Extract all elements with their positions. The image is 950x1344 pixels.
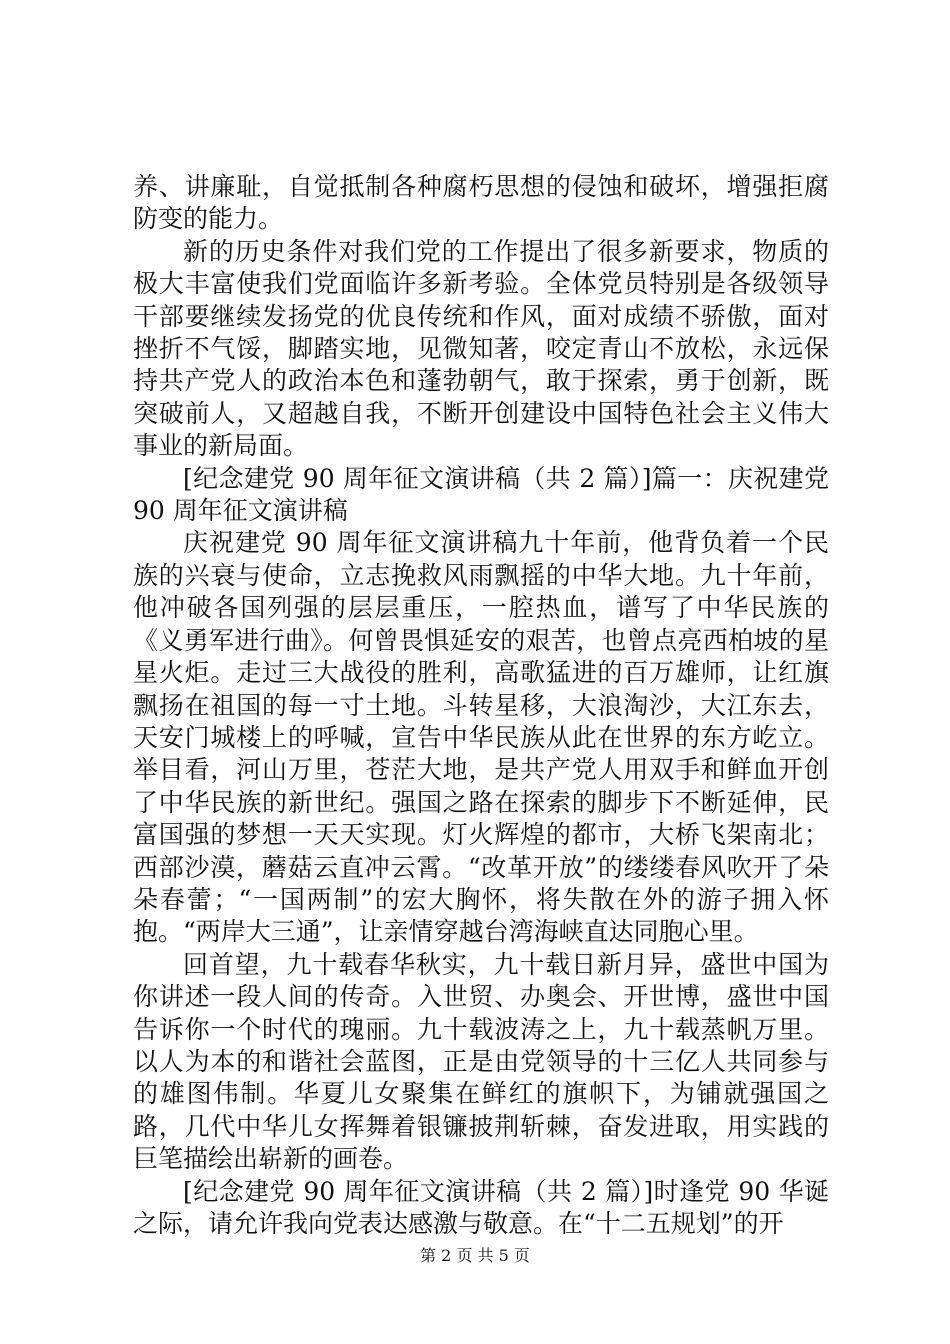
document-body bbox=[133, 171, 829, 1240]
paragraph: 新的历史条件对我们党的工作提出了很多新要求，物质的极大丰富使我们党面临许多新考验。全体党员特别是各级领导干部要继续发扬党的优良传统和作风，面对成绩不骄傲，面对挫折不气馁，脚踏实地，见微知著，咬定青山不放松，永远保持共产党人的政治本色和蓬勃朝气，敢于探索，勇于创新，既突破前人，又超越自我，不断开创建设中国特色社会主义伟大事业的新局面。 bbox=[133, 236, 829, 461]
paragraph: 回首望，九十载春华秋实，九十载日新月异，盛世中国为你讲述一段人间的传奇。入世贸、办奥会、开世博，盛世中国告诉你一个时代的瑰丽。九十载波涛之上，九十载蒸帆万里。以人为本的和谐社会蓝图，正是由党领导的十三亿人共同参与的雄图伟制。华夏儿女聚集在鲜红的旗帜下，为铺就强国之路，几代中华儿女挥舞着银镰披荆斩棘，奋发进取，用实践的巨笔描绘出崭新的画卷。 bbox=[133, 949, 829, 1174]
section-heading: [纪念建党 90 周年征文演讲稿（共 2 篇）]篇一：庆祝建党 90 周年征文演讲稿 bbox=[133, 463, 829, 526]
page-number-footer: 第 2 页 共 5 页 bbox=[420, 1246, 530, 1265]
paragraph: [纪念建党 90 周年征文演讲稿（共 2 篇）]时逢党 90 华诞之际，请允许我向党表达感激与敬意。在“十二五规划”的开 bbox=[133, 1176, 829, 1238]
paragraph: 庆祝建党 90 周年征文演讲稿九十年前，他背负着一个民族的兴衰与使命，立志挽救风雨飘摇的中华大地。九十年前，他冲破各国列强的层层重压，一腔热血，谱写了中华民族的《义勇军进行曲》。何曾畏惧延安的艰苦，也曾点亮西柏坡的星星火炬。走过三大战役的胜利，高歌猛进的百万雄师，让红旗飘扬在祖国的每一寸土地。斗转星移，大浪淘沙，大江东去，天安门城楼上的呼喊，宣告中华民族从此在世界的东方屹立。举目看，河山万里，苍茫大地，是共产党人用双手和鲜血开创了中华民族的新世纪。强国之路在探索的脚步下不断延伸，民富国强的梦想一天天实现。灯火辉煌的都市，大桥飞架南北；西部沙漠，蘑菇云直冲云霄。“改革开放”的缕缕春风吹开了朵朵春蕾；“一国两制”的宏大胸怀，将失散在外的游子拥入怀抱。“两岸大三通”，让亲情穿越台湾海峡直达同胞心里。 bbox=[133, 528, 829, 947]
paragraph-continuation: 养、讲廉耻，自觉抵制各种腐朽思想的侵蚀和破坏，增强拒腐防变的能力。 bbox=[133, 172, 829, 234]
